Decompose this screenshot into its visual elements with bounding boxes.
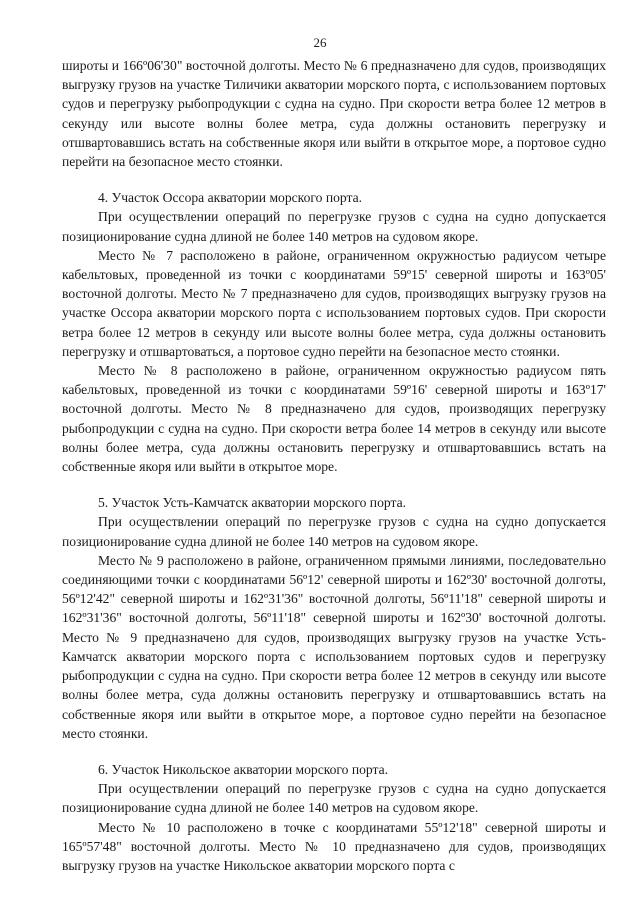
paragraph: Место № 10 расположено в точке с координатами 55º12'18" северной широты и 165º57'48" восточной долготы. Место № 10 предназначено для судов, производящих выгрузку грузов на участке Никольское акватории морского порта с: [62, 819, 606, 873]
section-heading: 4. Участок Оссора акватории морского порта.: [98, 190, 363, 206]
paragraph: Место № 9 расположено в районе, ограниченном прямыми линиями, последовательно соединяющими точки с координатами 56º12' северной широты и 162º30' восточной долготы, 56º12'42" северной широты и 162º31'36" восточной долготы, 56º11'18" северной широты и 162º31'36" восточной долготы, 56º11'18" северной широты и 162º30' восточной долготы. Место № 9 предназначено для судов, производящих выгрузку грузов на участке Усть-Камчатск акватории морского порта с использованием портовых судов и перегрузку рыбопродукции с судна на судно. При скорости ветра более 12 метров в секунду или высоте волны более метра, суда должны остановить перегрузку и отшвартовавшись встать на собственные якоря или выйти в открытое море, а портовое судно перейти на безопасное место стоянки.: [62, 552, 606, 741]
paragraph: широты и 166º06'30" восточной долготы. Место № 6 предназначено для судов, производящих выгрузку грузов на участке Тиличики акватории морского порта, с использованием портовых судов и перегрузку рыбопродукции с судна на судно. При скорости ветра более 12 метров в секунду или высоте волны более метра, суда должны остановить перегрузку и отшвартовавшись встать на собственные якоря или выйти в открытое море, а портовое судно перейти на безопасное место стоянки.: [62, 58, 606, 170]
paragraph: При осуществлении операций по перегрузке грузов с судна на судно допускается позиционирование судна длиной не более 140 метров на судовом якоре.: [62, 781, 606, 816]
section-heading: 6. Участок Никольское акватории морского порта.: [98, 761, 389, 777]
paragraph: При осуществлении операций по перегрузке грузов с судна на судно допускается позиционирование судна длиной не более 140 метров на судовом якоре.: [62, 514, 606, 549]
paragraph: Место № 7 расположено в районе, ограниченном окружностью радиусом четыре кабельтовых, проведенной из точки с координатами 59º15' северной широты и 163º05' восточной долготы. Место № 7 предназначено для судов, производящих выгрузку грузов на участке Оссора акватории морского порта с использованием портовых судов. При скорости ветра более 12 метров в секунду или высоте волны более метра, суда должны остановить перегрузку и отшвартоваться, а портовое судно перейти на безопасное место стоянки.: [62, 247, 606, 359]
paragraph: При осуществлении операций по перегрузке грузов с судна на судно допускается позиционирование судна длиной не более 140 метров на судовом якоре.: [62, 209, 606, 244]
paragraph: Место № 8 расположено в районе, ограниченном окружностью радиусом пять кабельтовых, проведенной из точки с координатами 59º16' северной широты и 163º17' восточной долготы. Место № 8 предназначено для судов, производящих перегрузку рыбопродукции с судна на судно. При скорости ветра более 14 метров в секунду или высоте волны более метра, суда должны остановить перегрузку и отшвартовавшись встать на собственные якоря или выйти в открытое море.: [62, 363, 606, 475]
section-heading: 5. Участок Усть-Камчатск акватории морского порта.: [98, 495, 407, 511]
page-number: 26: [313, 35, 327, 50]
document-body: [62, 56, 606, 875]
